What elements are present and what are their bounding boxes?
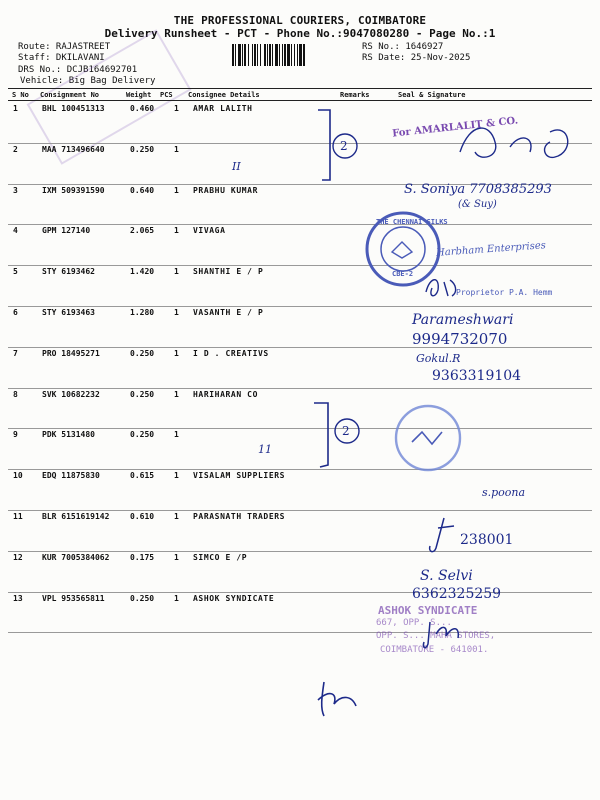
row-consignment: PDK 5131480 <box>42 430 95 440</box>
row-weight: 1.280 <box>130 308 155 317</box>
row-pcs: 1 <box>174 267 179 277</box>
rs-number: RS No.: 1646927 <box>362 42 444 52</box>
row-divider <box>8 388 592 389</box>
row-pcs: 1 <box>174 512 179 521</box>
runsheet-subtitle: Delivery Runsheet - PCT - Phone No.:9047080280 - Page No.:1 <box>104 27 496 40</box>
row-weight: 0.250 <box>130 144 155 154</box>
header-rule-bottom <box>8 100 592 101</box>
ditto-mark-9: 11 <box>258 443 272 456</box>
barcode-bar <box>305 44 306 66</box>
row-consignee: ASHOK SYNDICATE <box>193 593 275 603</box>
drs-label: DRS No.: DCJB164692701 <box>18 65 138 75</box>
row13-signature <box>420 614 480 654</box>
row-consignee: HARIHARAN CO <box>193 389 258 399</box>
row-weight: 0.640 <box>130 185 155 195</box>
row-divider <box>8 551 592 552</box>
row-weight: 0.250 <box>130 430 155 440</box>
ditto-mark-2: II <box>232 160 241 173</box>
row-consignee: AMAR LALITH <box>193 104 253 113</box>
row-consignee: SIMCO E /P <box>193 552 248 562</box>
row1-signature <box>420 112 580 172</box>
row-consignee: PARASNATH TRADERS <box>193 512 286 521</box>
runsheet-bottom-signature <box>300 672 370 722</box>
row-consignment: PRO 18495271 <box>42 348 100 358</box>
staff-label: Staff: DKILAVANI <box>18 53 105 63</box>
row-sno: 7 <box>13 348 18 358</box>
row-divider <box>8 632 592 633</box>
row-sno: 2 <box>13 144 18 154</box>
row-weight: 0.460 <box>130 104 155 113</box>
row-pcs: 1 <box>174 552 179 562</box>
harbham-stamp: Harbham Enterprises <box>435 240 547 259</box>
row-consignment: GPM 127140 <box>42 226 91 236</box>
row-consignment: IXM 509391590 <box>42 185 105 195</box>
row-sno: 6 <box>13 308 18 317</box>
row-weight: 0.175 <box>130 552 155 562</box>
col-consignee: Consignee Details <box>188 91 260 99</box>
row7-signature-name: Gokul.R <box>416 352 461 365</box>
row-consignment: EDQ 11875830 <box>42 471 100 481</box>
row-pcs: 1 <box>174 389 179 399</box>
row-pcs: 1 <box>174 144 179 154</box>
col-sno: S No <box>12 91 29 99</box>
row-pcs: 1 <box>174 226 179 236</box>
row-consignment: STY 6193463 <box>42 308 95 317</box>
row-consignment: BHL 100451313 <box>42 104 105 113</box>
row-consignment: MAA 713496640 <box>42 144 105 154</box>
row-weight: 0.610 <box>130 512 155 521</box>
row-divider <box>8 224 592 225</box>
row-pcs: 1 <box>174 308 179 317</box>
row-sno: 5 <box>13 267 18 277</box>
row-divider <box>8 265 592 266</box>
bracket-mark-bottom <box>300 395 360 475</box>
row7-signature-phone: 9363319104 <box>432 368 522 384</box>
row-weight: 0.250 <box>130 348 155 358</box>
proprietor-stamp: Proprietor P.A. Hemm <box>456 288 553 297</box>
company-title: THE PROFESSIONAL COURIERS, COIMBATORE <box>173 14 427 27</box>
row-consignee: VIVAGA <box>193 226 226 236</box>
row-sno: 12 <box>13 552 23 562</box>
route-label: Route: RAJASTREET <box>18 42 111 52</box>
row-pcs: 1 <box>174 593 179 603</box>
row-divider <box>8 510 592 511</box>
row6-signature-phone: 9994732070 <box>412 330 508 348</box>
row6-signature-name: Parameshwari <box>412 312 514 328</box>
rs-date: RS Date: 25-Nov-2025 <box>362 53 471 63</box>
row12-signature-name: S. Selvi <box>420 568 473 584</box>
row-consignee: SHANTHI E / P <box>193 267 264 277</box>
row12-signature-phone: 6362325259 <box>412 586 502 602</box>
row-pcs: 1 <box>174 430 179 440</box>
ashok-stamp-name: ASHOK SYNDICATE <box>378 604 478 617</box>
col-weight: Weight <box>126 91 152 99</box>
hari-stamp <box>392 402 464 474</box>
row-consignee: VASANTH E / P <box>193 308 264 317</box>
row-pcs: 1 <box>174 104 179 113</box>
runsheet-row <box>0 594 600 634</box>
row-sno: 10 <box>13 471 23 481</box>
row-consignee: PRABHU KUMAR <box>193 185 258 195</box>
row-sno: 11 <box>13 512 23 521</box>
chennai-stamp-top: THE CHENNAI SILKS <box>376 218 448 226</box>
row-consignment: VPL 953565811 <box>42 593 105 603</box>
chennai-stamp-bottom: CBE-2 <box>392 270 414 278</box>
ashok-stamp-line1: 667, OPP. S... <box>376 618 452 628</box>
amarlalit-stamp: For AMARLALIT & CO. <box>391 115 519 140</box>
row-sno: 8 <box>13 389 18 399</box>
vehicle-label: Vehicle: Big Bag Delivery <box>20 76 156 86</box>
row-weight: 0.250 <box>130 593 155 603</box>
row-pcs: 1 <box>174 348 179 358</box>
row10-signature: s.poona <box>482 486 526 499</box>
row11-signature-mark <box>424 512 464 556</box>
barcode <box>232 44 358 66</box>
row-divider <box>8 306 592 307</box>
row-sno: 4 <box>13 226 18 236</box>
row-sno: 1 <box>13 104 18 113</box>
row-pcs: 1 <box>174 185 179 195</box>
ashok-stamp-line2: OPP. S... MAHA STORES, <box>376 631 496 641</box>
header-rule-top <box>8 88 592 89</box>
ashok-stamp-line3: COIMBATORE - 641001. <box>380 645 489 655</box>
circle-number-a: 2 <box>340 139 348 153</box>
row-consignment: SVK 10682232 <box>42 389 100 399</box>
circle-number-b: 2 <box>342 424 350 438</box>
row-weight: 1.420 <box>130 267 155 277</box>
col-seal: Seal & Signature <box>398 91 466 99</box>
row-pcs: 1 <box>174 471 179 481</box>
row-weight: 2.065 <box>130 226 155 236</box>
row3-signature-note: (& Suy) <box>458 199 497 210</box>
row-sno: 13 <box>13 593 23 603</box>
row-consignment: STY 6193462 <box>42 267 95 277</box>
col-pcs: PCS <box>160 91 173 99</box>
row-consignee: VISALAM SUPPLIERS <box>193 471 286 481</box>
row-weight: 0.615 <box>130 471 155 481</box>
row5-signature <box>418 270 468 304</box>
row-consignment: BLR 6151619142 <box>42 512 110 521</box>
row-consignee: I D . CREATIVS <box>193 348 269 358</box>
col-remarks: Remarks <box>340 91 370 99</box>
row11-signature: 238001 <box>460 532 514 548</box>
row-consignment: KUR 7005384062 <box>42 552 110 562</box>
row-sno: 3 <box>13 185 18 195</box>
bracket-mark-top <box>300 106 360 186</box>
row3-signature: S. Soniya 7708385293 <box>404 182 552 197</box>
row-divider <box>8 592 592 593</box>
row-sno: 9 <box>13 430 18 440</box>
row-weight: 0.250 <box>130 389 155 399</box>
runsheet-row <box>0 553 600 593</box>
col-consignment: Consignment No <box>40 91 100 99</box>
